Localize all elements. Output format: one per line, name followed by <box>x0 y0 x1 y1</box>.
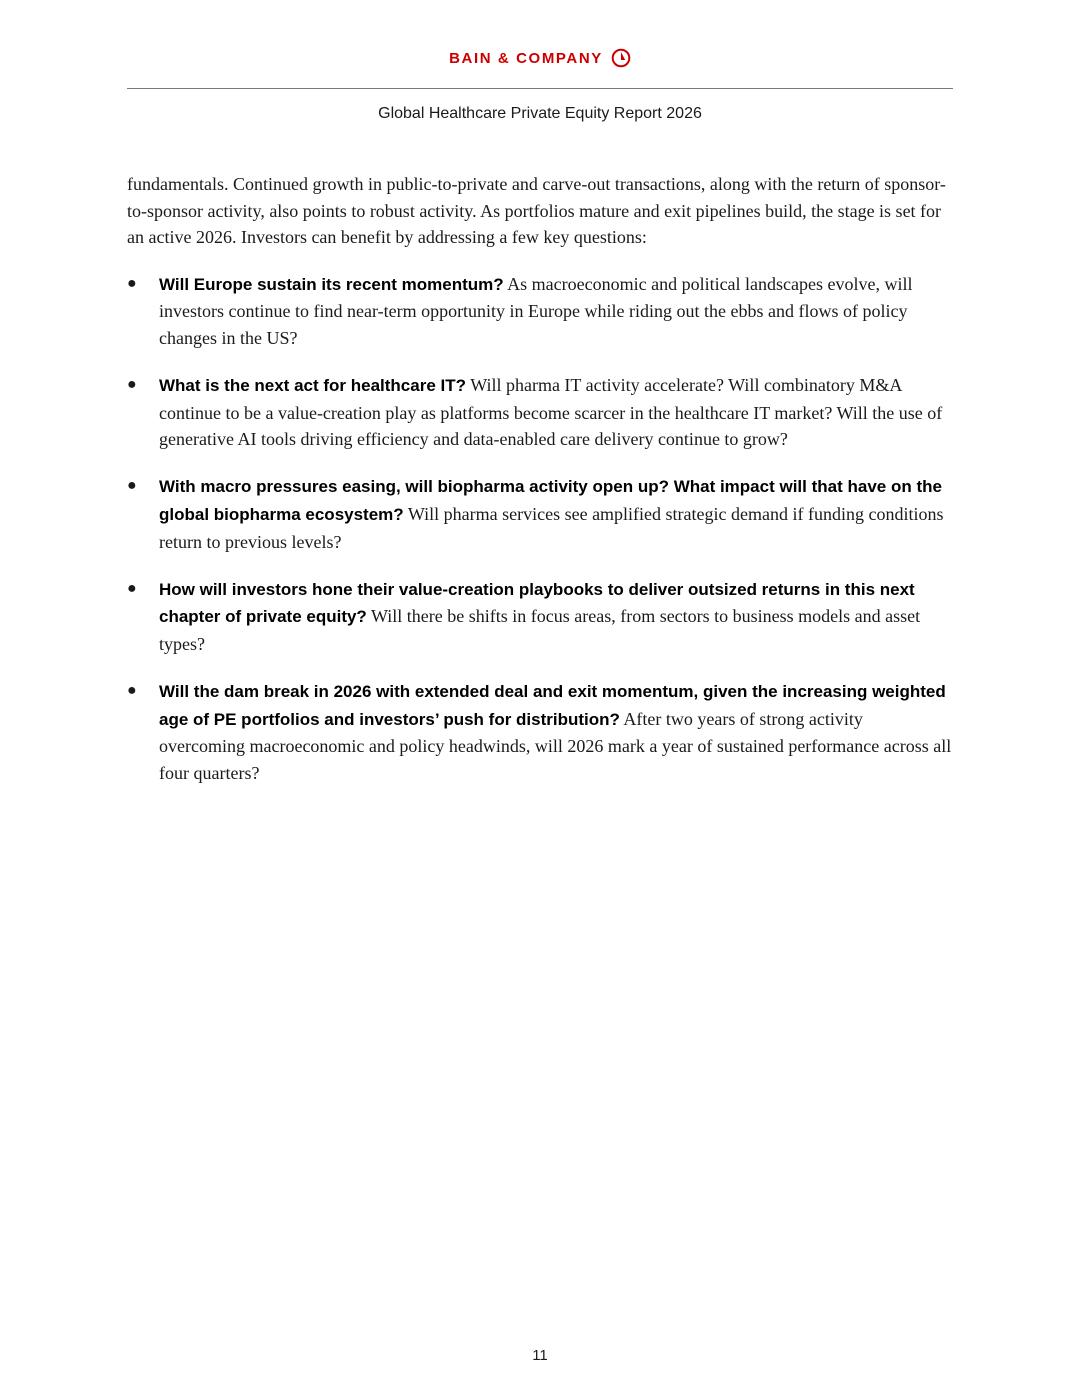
question-body: Will there be shifts in focus areas, from sectors to business models and asset types? <box>159 606 921 654</box>
key-questions-list <box>127 271 953 787</box>
question-heading: Will the dam break in 2026 with extended deal and exit momentum, given the increasing weighted age of PE portfolios and investors’ push for distribution? <box>159 681 946 729</box>
question-body: Will pharma IT activity accelerate? Will combinatory M&A continue to be a value-creation play as platforms become scarcer in the healthcare IT market? Will the use of generative AI tools driving efficiency and data-enabled care delivery continue to grow? <box>159 375 943 450</box>
brand-logo-text: BAIN & COMPANY <box>449 49 603 67</box>
bullet-icon: ● <box>127 579 137 597</box>
question-body: Will pharma services see amplified strategic demand if funding conditions return to previous levels? <box>159 503 944 552</box>
question-body: After two years of strong activity overcoming macroeconomic and policy headwinds, will 2026 mark a year of sustained performance across all four quarters? <box>159 708 952 783</box>
list-item <box>127 473 953 555</box>
bullet-icon: ● <box>127 681 137 699</box>
bullet-icon: ● <box>127 477 137 495</box>
intro-paragraph: fundamentals. Continued growth in public-to-private and carve-out transactions, along with the return of sponsor-to-sponsor activity, also points to robust activity. As portfolios mature and exit pipelines build, the stage is set for an active 2026. Investors can benefit by addressing a few key questions: <box>127 174 946 248</box>
list-item <box>127 678 953 786</box>
question-heading: With macro pressures easing, will biopharma activity open up? What impact will that have on the global biopharma ecosystem? <box>159 477 942 524</box>
question-heading: Will Europe sustain its recent momentum? <box>159 274 504 294</box>
page-body <box>127 171 953 807</box>
list-item <box>127 576 953 658</box>
report-title: Global Healthcare Private Equity Report 2026 <box>378 105 702 122</box>
bullet-icon: ● <box>127 376 137 394</box>
question-body: As macroeconomic and political landscapes evolve, will investors continue to find near-term opportunity in Europe while riding out the ebbs and flows of policy changes in the US? <box>159 273 913 348</box>
list-item <box>127 372 953 453</box>
question-heading: What is the next act for healthcare IT? <box>159 376 467 396</box>
compass-circle-icon <box>611 48 631 68</box>
page-number: 11 <box>532 1347 548 1364</box>
bullet-icon: ● <box>127 274 137 292</box>
list-item <box>127 271 953 352</box>
question-heading: How will investors hone their value-creation playbooks to deliver outsized returns in this next chapter of private equity? <box>159 579 915 627</box>
header-divider <box>127 88 953 89</box>
brand-header <box>0 48 1080 68</box>
